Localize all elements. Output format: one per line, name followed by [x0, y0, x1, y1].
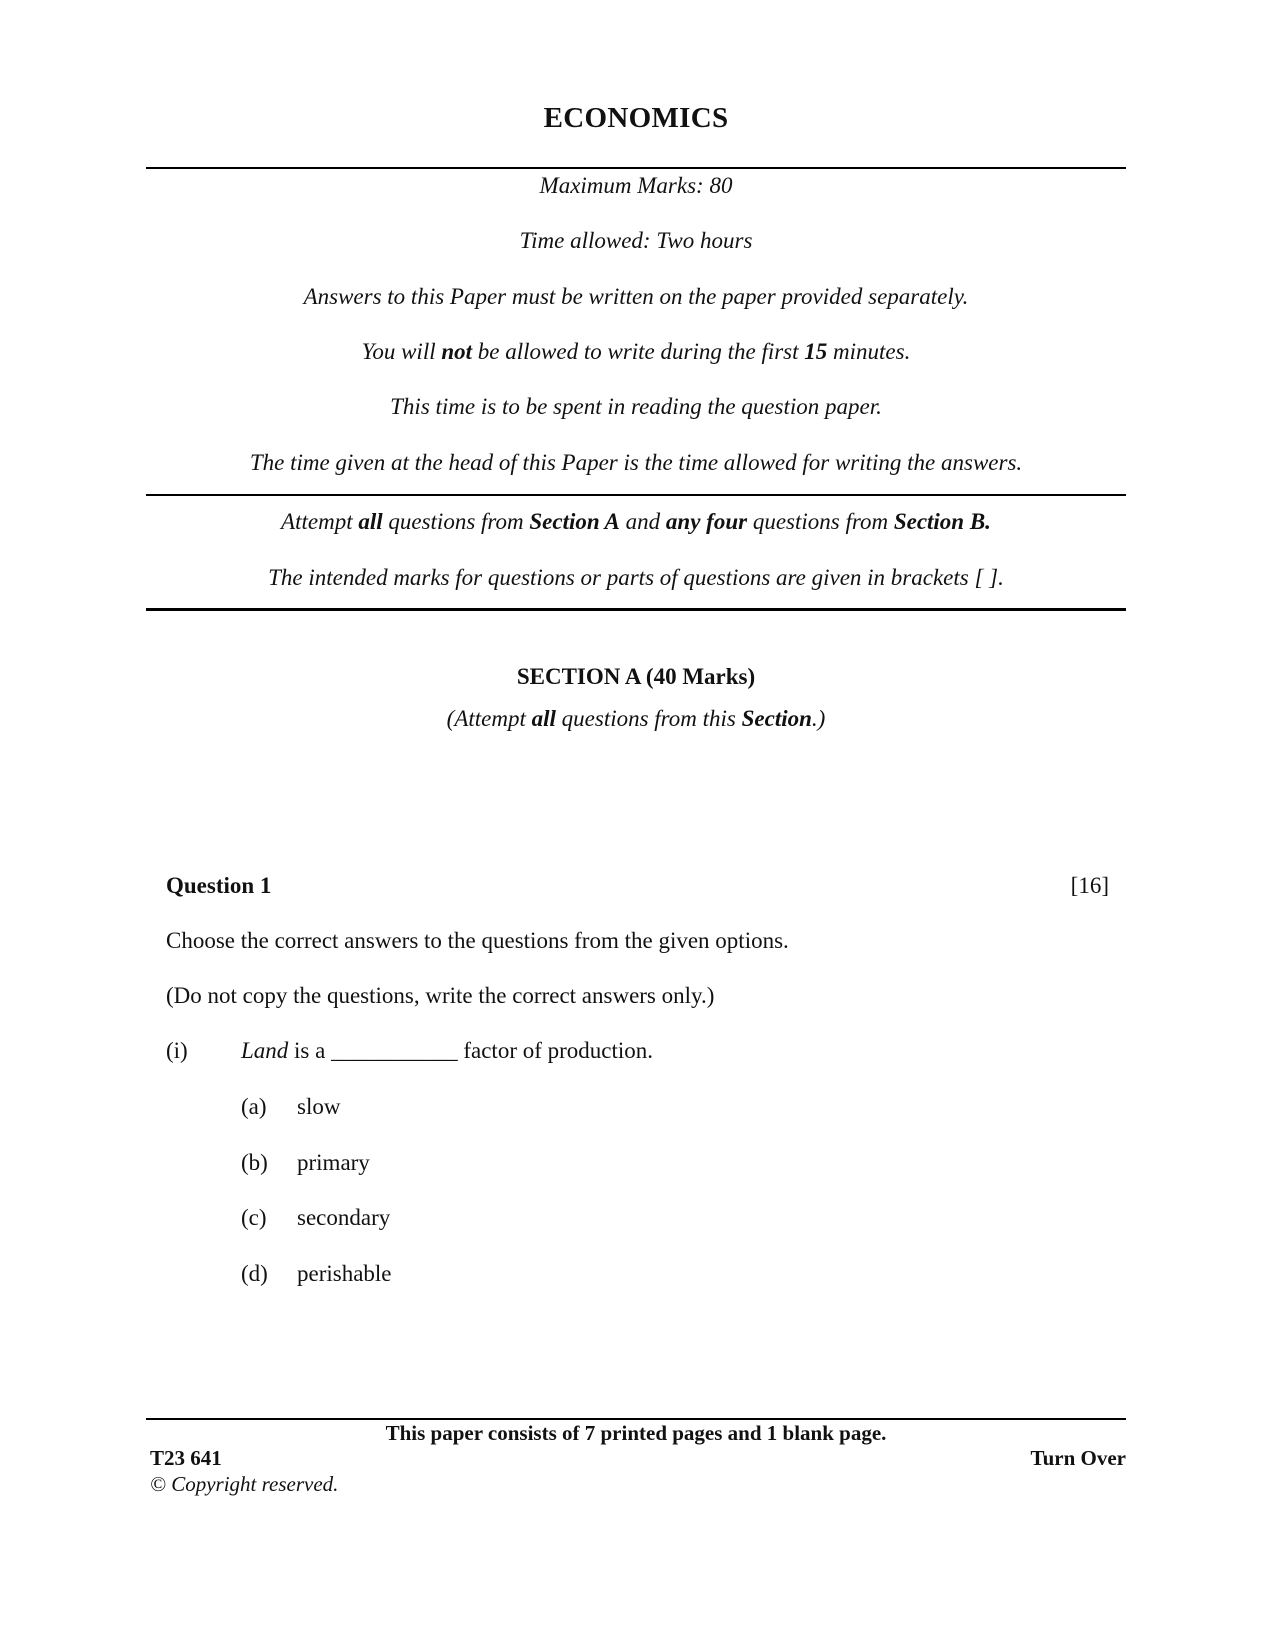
- header-rule: [146, 167, 1126, 169]
- marks-instruction: The intended marks for questions or parts of questions are given in brackets [ ].: [268, 565, 1004, 590]
- question-1-instruction: Choose the correct answers to the questions from the given options.: [166, 928, 789, 953]
- option-text: slow: [297, 1094, 341, 1119]
- option-letter: (c): [241, 1205, 267, 1230]
- option-text: perishable: [297, 1261, 392, 1286]
- time-head-instruction: The time given at the head of this Paper is the time allowed for writing the answers.: [249, 450, 1023, 475]
- copyright: © Copyright reserved.: [150, 1472, 339, 1496]
- option-letter: (b): [241, 1150, 268, 1175]
- attempt-instruction: Attempt all questions from Section A and any four questions from Section B.: [281, 509, 991, 534]
- section-a-title: SECTION A (40 Marks): [516, 664, 756, 689]
- paper-code: T23 641: [150, 1446, 222, 1470]
- reading-instruction: This time is to be spent in reading the question paper.: [390, 394, 882, 419]
- instructions-bottom-rule: [146, 608, 1126, 611]
- time-allowed: Time allowed: Two hours: [519, 228, 753, 253]
- part-i-number: (i): [166, 1038, 188, 1063]
- option-letter: (d): [241, 1261, 268, 1286]
- option-text: primary: [297, 1150, 370, 1175]
- part-i-question: Land is a ___________ factor of production.: [241, 1038, 654, 1063]
- section-a-subtitle: (Attempt all questions from this Section.): [446, 706, 826, 731]
- page-title: ECONOMICS: [543, 102, 729, 134]
- pages-note: This paper consists of 7 printed pages and 1 blank page.: [385, 1421, 887, 1445]
- option-letter: (a): [241, 1094, 267, 1119]
- middle-rule: [146, 494, 1126, 496]
- question-1-marks: [16]: [1070, 873, 1109, 898]
- question-1-label: Question 1: [166, 873, 272, 898]
- writing-restriction: You will not be allowed to write during the first 15 minutes.: [361, 339, 911, 364]
- footer-rule: [146, 1418, 1126, 1420]
- max-marks: Maximum Marks: 80: [539, 173, 733, 198]
- option-text: secondary: [297, 1205, 391, 1230]
- turn-over: Turn Over: [1030, 1446, 1126, 1470]
- question-1-note: (Do not copy the questions, write the correct answers only.): [166, 983, 715, 1008]
- answers-instruction: Answers to this Paper must be written on the paper provided separately.: [303, 284, 969, 309]
